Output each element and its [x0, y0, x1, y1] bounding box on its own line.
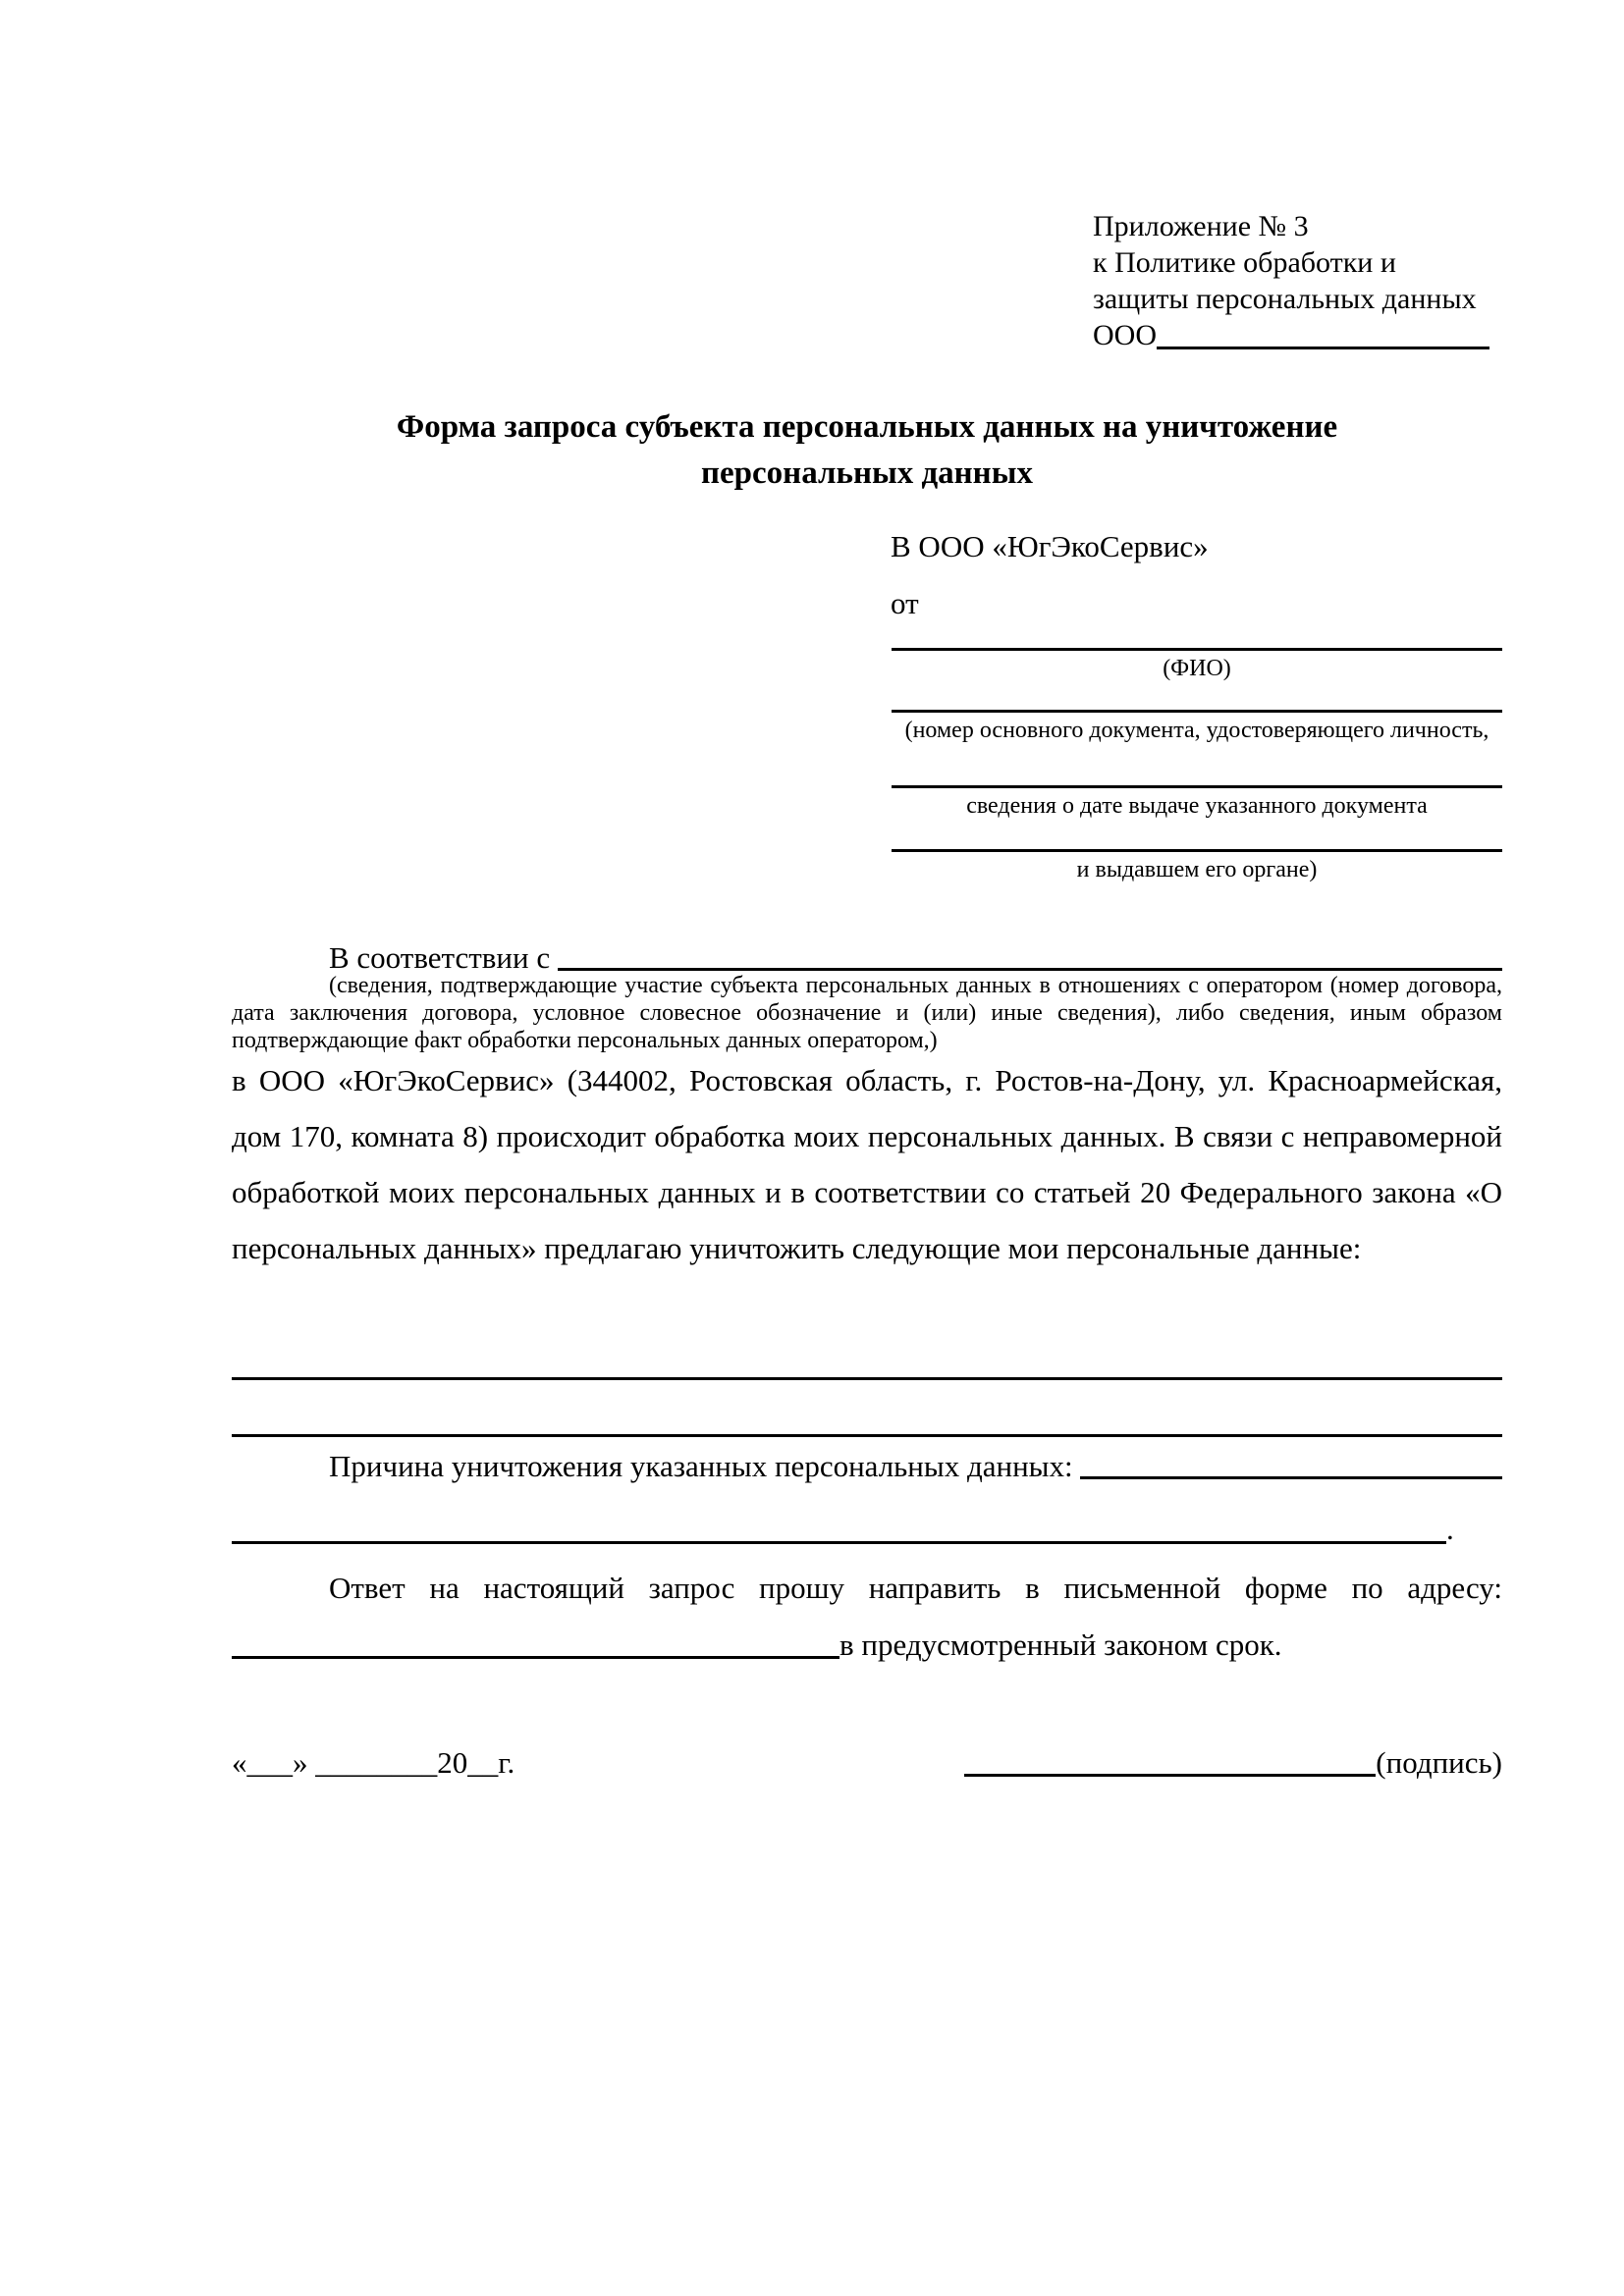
response-term-row — [232, 1622, 1502, 1663]
ooo-label: ООО — [1093, 319, 1157, 351]
document-title-line1: Форма запроса субъекта персональных данных на уничтожение — [396, 409, 1338, 445]
document-title-line2: персональных данных — [701, 455, 1033, 491]
reason-period: . — [1446, 1512, 1454, 1546]
main-paragraph: в ООО «ЮгЭкоСервис» (344002, Ростовская область, г. Ростов-на-Дону, ул. Красноармейская, дом 170, комната 8) происходит обработка моих персональных данных. В связи с неправомерной обработкой моих персональных данных и в соответствии со статьей 20 Федерального закона «О персональных данных» предлагаю уничтожить следующие мои персональные данные: — [232, 1063, 1502, 1265]
reason-label: Причина уничтожения указанных персональных данных: — [329, 1449, 1081, 1483]
fio-caption: (ФИО) — [1163, 656, 1231, 681]
issuing-authority-caption: и выдавшем его органе) — [1076, 857, 1318, 882]
accordance-row — [232, 934, 1502, 976]
reason-row — [232, 1441, 1502, 1484]
signature-blank-line — [964, 1774, 1376, 1777]
reason-blank-line — [1080, 1476, 1502, 1479]
accordance-blank-line — [558, 968, 1502, 971]
annex-policy-line1: к Политике обработки и — [1093, 246, 1396, 279]
issue-date-caption: сведения о дате выдаче указанного документа — [966, 793, 1428, 819]
addressee-to: В ООО «ЮгЭкоСервис» — [891, 529, 1209, 563]
signature-caption: (подпись) — [1376, 1745, 1502, 1780]
document-title — [232, 404, 1502, 497]
annex-policy-line2: защиты персональных данных — [1093, 283, 1477, 315]
accordance-label: В соответствии с — [329, 940, 558, 975]
annex-ooo-row — [1093, 317, 1489, 353]
issuing-authority-blank-line — [892, 849, 1502, 852]
fio-blank-line — [892, 648, 1502, 651]
addressee-from-label: от — [891, 586, 919, 620]
address-blank-line — [232, 1656, 839, 1659]
response-term-text: в предусмотренный законом срок. — [839, 1628, 1282, 1662]
data-blank-line-2 — [232, 1434, 1502, 1437]
data-blank-line-1 — [232, 1377, 1502, 1380]
issue-date-blank-line — [892, 785, 1502, 788]
document-number-caption: (номер основного документа, удостоверяющего личность, — [904, 718, 1489, 743]
reason-continuation-row — [232, 1510, 1502, 1547]
date-line: «___» ________20__г. — [232, 1745, 515, 1780]
accordance-note: (сведения, подтверждающие участие субъекта персональных данных в отношениях с оператором (номер договора, дата заключения договора, условное словесное обозначение и (или) иные сведения), либо сведения, иным образом подтверждающие факт обработки персональных данных оператором,) — [232, 973, 1502, 1053]
footer-row — [232, 1739, 1502, 1781]
annex-number: Приложение № 3 — [1093, 210, 1309, 242]
document-number-blank-line — [892, 710, 1502, 713]
response-request-text: Ответ на настоящий запрос прошу направить в письменной форме по адресу: — [329, 1571, 1502, 1605]
annex-header — [1093, 208, 1489, 353]
ooo-blank-line — [1157, 317, 1489, 349]
signature-group — [964, 1745, 1502, 1781]
reason-continuation-blank-line — [232, 1541, 1446, 1544]
